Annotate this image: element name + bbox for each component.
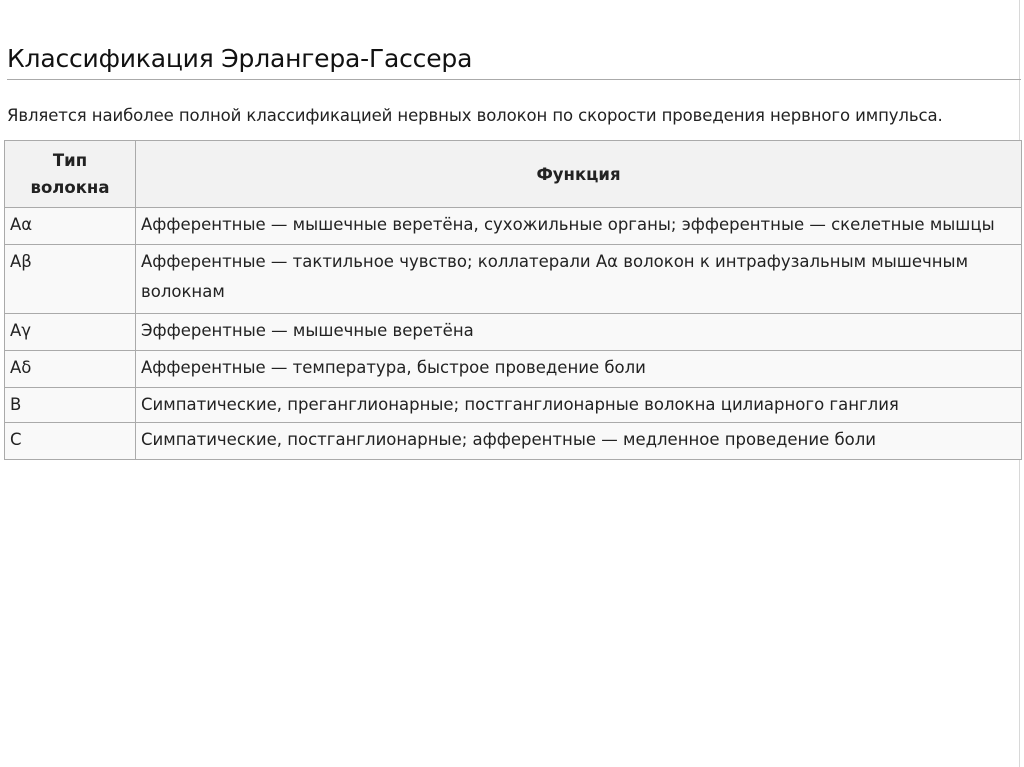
table-row <box>5 423 1022 460</box>
fiber-function-cell: Симпатические, постганглионарные; афферентные — медленное проведение боли <box>136 423 1022 460</box>
table-row <box>5 245 1022 314</box>
fiber-type-cell: C <box>5 423 136 460</box>
fiber-function-cell: Афферентные — мышечные веретёна, сухожильные органы; эфферентные — скелетные мышцы <box>136 208 1022 245</box>
section-heading <box>7 44 1021 80</box>
fiber-type-cell: Aγ <box>5 314 136 351</box>
fiber-function-cell: Афферентные — тактильное чувство; коллатерали Aα волокон к интрафузальным мышечным волокнам <box>136 245 1022 314</box>
header-function: Функция <box>136 141 1022 208</box>
fiber-function-cell: Симпатические, преганглионарные; постганглионарные волокна цилиарного ганглия <box>136 388 1022 423</box>
fiber-type-cell: Aβ <box>5 245 136 314</box>
page-title: Классификация Эрлангера-Гассера <box>7 44 473 73</box>
fiber-type-cell: B <box>5 388 136 423</box>
fiber-type-cell: Aα <box>5 208 136 245</box>
table-row <box>5 388 1022 423</box>
table-row <box>5 351 1022 388</box>
fiber-function-cell: Эфферентные — мышечные веретёна <box>136 314 1022 351</box>
table-row <box>5 208 1022 245</box>
fiber-type-cell: Aδ <box>5 351 136 388</box>
fiber-classification-table <box>4 140 1022 460</box>
fiber-function-cell: Афферентные — температура, быстрое проведение боли <box>136 351 1022 388</box>
intro-paragraph: Является наиболее полной классификацией нервных волокон по скорости проведения нервного импульса. <box>7 106 943 125</box>
table-header-row <box>5 141 1022 208</box>
header-fiber-type: Тип волокна <box>5 141 136 208</box>
table-row <box>5 314 1022 351</box>
